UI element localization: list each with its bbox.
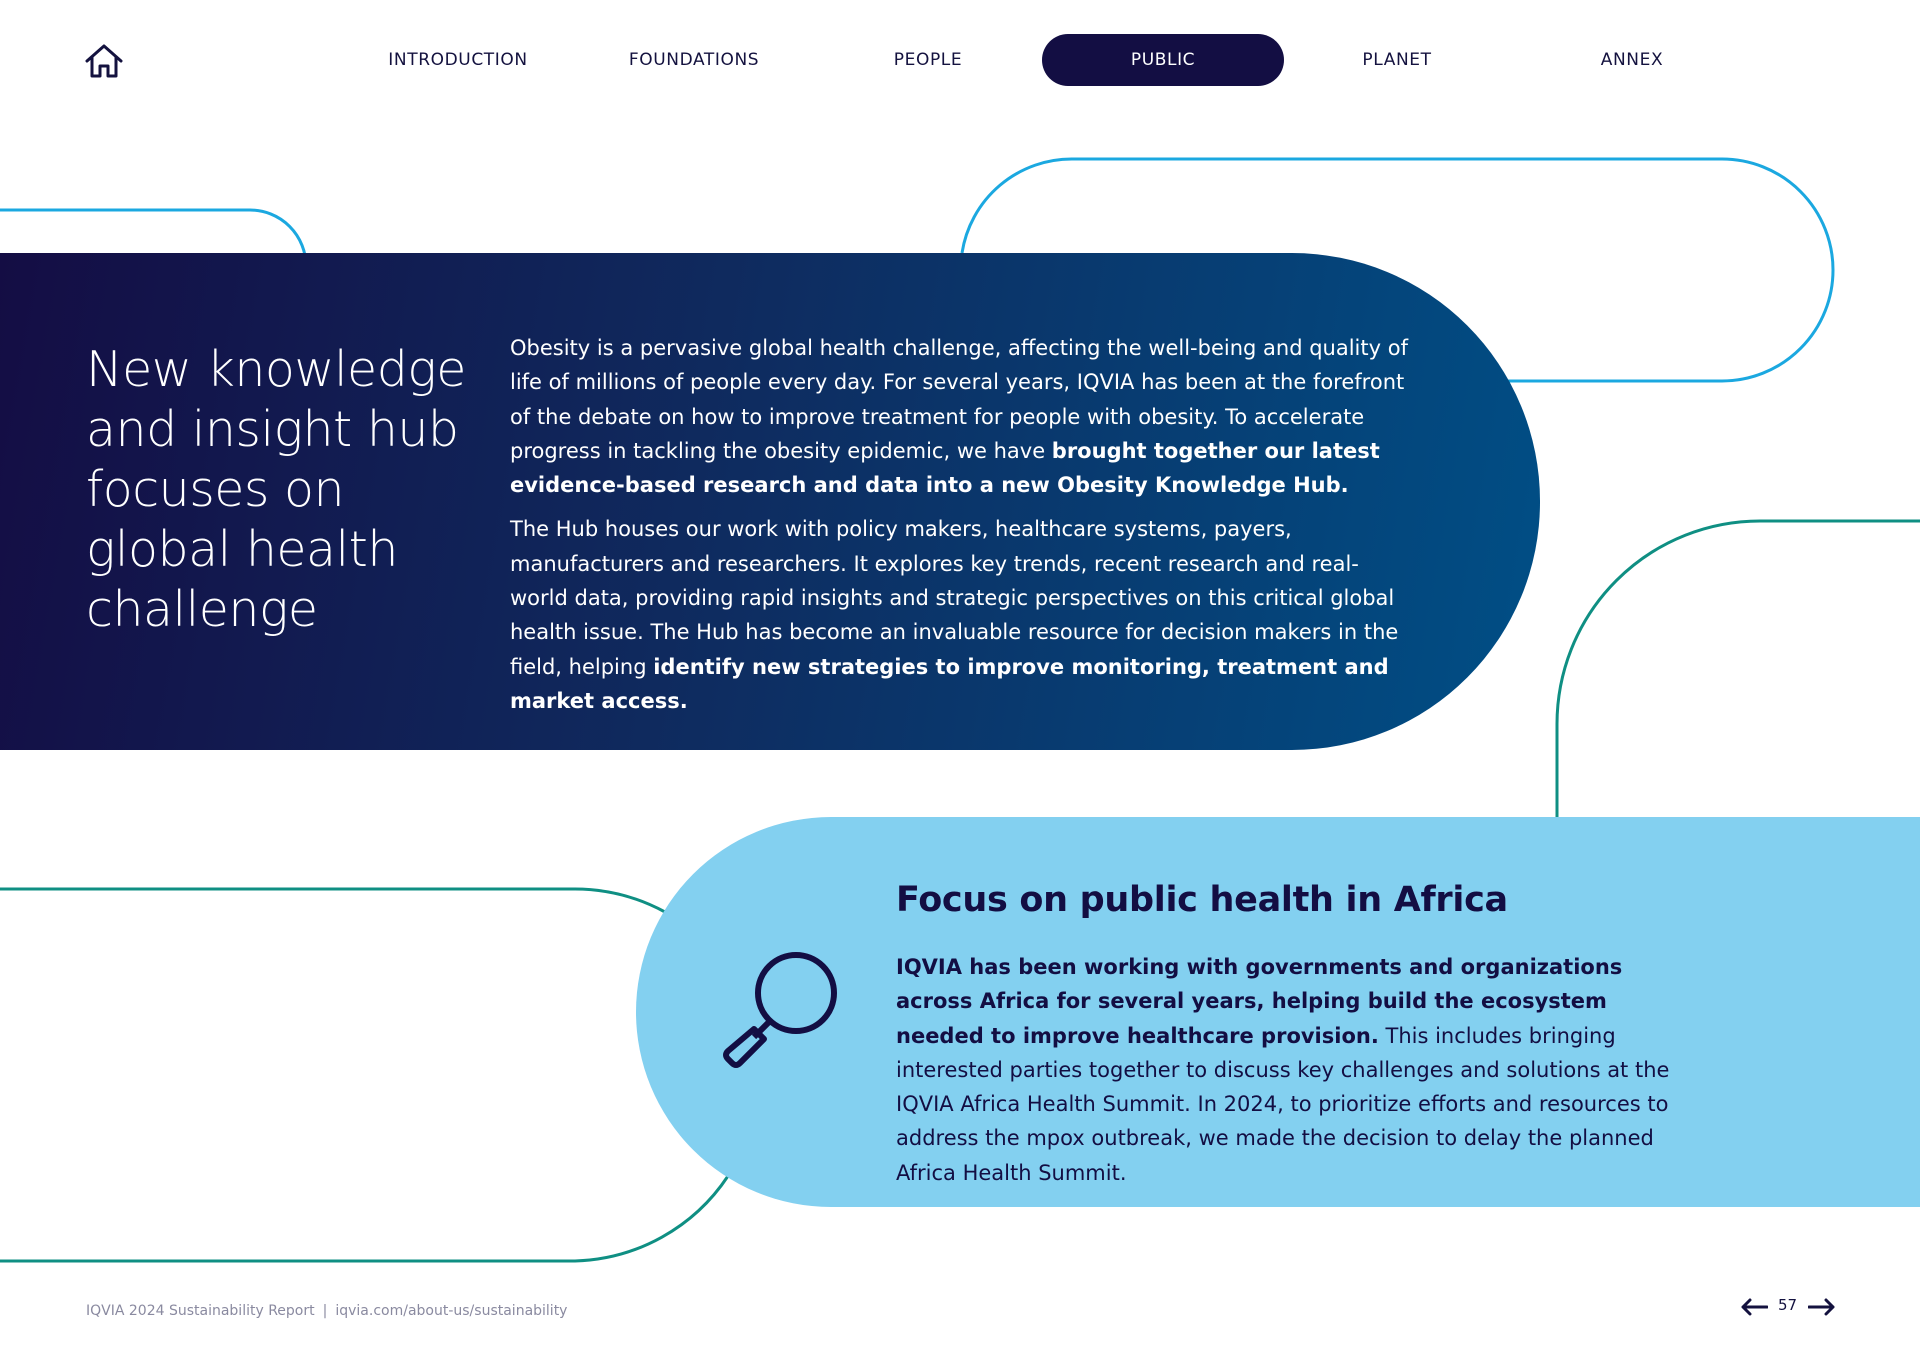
- hero-p2-highlight: identify new strategies to improve monitoring, treatment and market access.: [510, 654, 1389, 713]
- africa-highlight: IQVIA has been working with governments and organizations across Africa for several years, helping build the ecosystem needed to improve healthcare provision.: [896, 955, 1623, 1048]
- hero-title: New knowledge and insight hub focuses on global health challenge: [86, 341, 466, 638]
- page-number: 57: [1778, 1296, 1798, 1314]
- magnifying-glass-icon: [718, 945, 848, 1075]
- hero-p1-highlight: brought together our latest evidence-based research and data into a new Obesity Knowledge Hub.: [510, 438, 1380, 498]
- nav-annex[interactable]: ANNEX: [1600, 50, 1664, 70]
- footer-separator: |: [322, 1303, 328, 1319]
- africa-title: Focus on public health in Africa: [896, 880, 1508, 920]
- nav-public[interactable]: PUBLIC: [1042, 34, 1284, 86]
- hero-body: [510, 331, 1410, 728]
- hero-paragraph-1: Obesity is a pervasive global health challenge, affecting the well-being and quality of life of millions of people every day. For several years, IQVIA has been at the forefront of the debate on how to improve treatment for people with obesity. To accelerate progress in tackling the obesity epidemic, we have brought together our latest evidence-based research and data into a new Obesity Knowledge Hub.: [510, 336, 1408, 498]
- arrow-right-icon[interactable]: [1808, 1298, 1836, 1316]
- nav-planet[interactable]: PLANET: [1362, 50, 1432, 70]
- africa-body: IQVIA has been working with governments and organizations across Africa for several years, helping build the ecosystem needed to improve healthcare provision. This includes bringing interested parties together to discuss key challenges and solutions at the IQVIA Africa Health Summit. In 2024, to prioritize efforts and resources to address the mpox outbreak, we made the decision to delay the planned Africa Health Summit.: [896, 955, 1670, 1185]
- footer: [86, 1303, 567, 1319]
- footer-report-name: IQVIA 2024 Sustainability Report: [86, 1303, 315, 1319]
- hero-paragraph-2: The Hub houses our work with policy makers, healthcare systems, payers, manufacturers and researchers. It explores key trends, recent research and real-world data, providing rapid insights and strategic perspectives on this critical global health issue. The Hub has become an invaluable resource for decision makers in the field, helping identify new strategies to improve monitoring, treatment and market access.: [510, 517, 1399, 713]
- nav-people[interactable]: PEOPLE: [893, 50, 963, 70]
- nav-foundations[interactable]: FOUNDATIONS: [628, 50, 760, 70]
- footer-url-link[interactable]: iqvia.com/about-us/sustainability: [335, 1303, 568, 1319]
- arrow-left-icon[interactable]: [1740, 1298, 1768, 1316]
- main-nav: [0, 34, 1920, 86]
- nav-introduction[interactable]: INTRODUCTION: [388, 50, 528, 70]
